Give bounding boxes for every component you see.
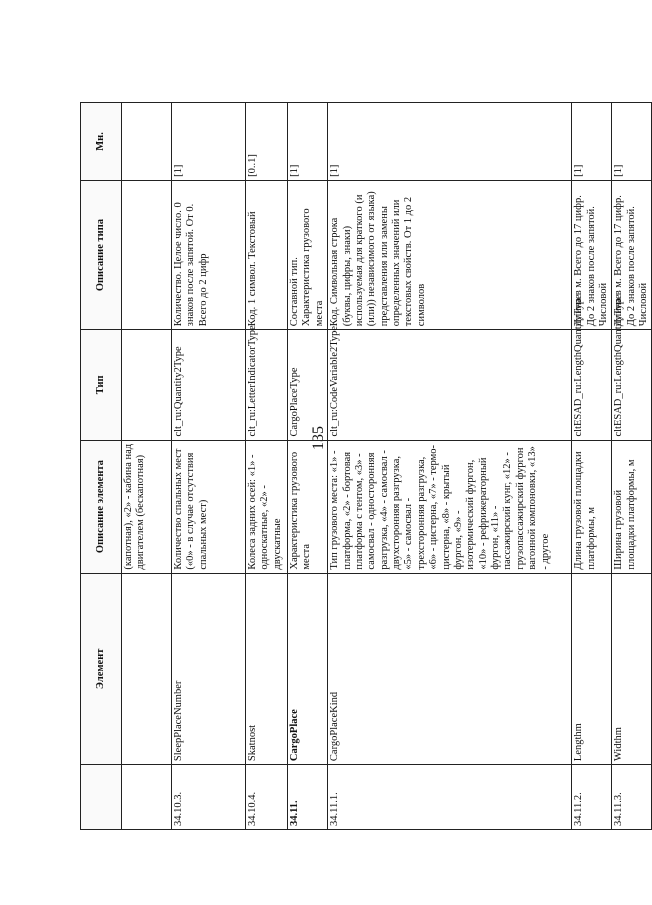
- row-type: clt_ru:CodeVariable2Type: [328, 330, 572, 440]
- row-type: cltESAD_ru:LengthQuantityType: [612, 330, 652, 440]
- row-description: Колеса задних осей: «1» - односкатные, «2» - двускатные: [246, 440, 288, 573]
- table-row: [572, 103, 612, 830]
- spec-table: [80, 102, 652, 830]
- table-header-row: [81, 103, 122, 830]
- row-element: Skatnost: [246, 573, 288, 764]
- row-element: Widthm: [612, 573, 652, 764]
- row-number: [122, 765, 172, 830]
- row-type: CargoPlaceType: [288, 330, 328, 440]
- header-element: Элемент: [81, 573, 122, 764]
- header-type: Тип: [81, 330, 122, 440]
- row-multiplicity: [0..1]: [246, 103, 288, 181]
- row-number: 34.11.1.: [328, 765, 572, 830]
- row-type: clt_ru:Quantity2Type: [172, 330, 246, 440]
- header-element-description: Описание элемента: [81, 440, 122, 573]
- row-element: SleepPlaceNumber: [172, 573, 246, 764]
- row-type-description: Длина в м. Всего до 17 цифр. До 2 знаков после запятой. Числовой: [572, 180, 612, 329]
- row-element: CargoPlaceKind: [328, 573, 572, 764]
- row-multiplicity: [1]: [172, 103, 246, 181]
- row-description: Ширина грузовой площадки платформы, м: [612, 440, 652, 573]
- table-row: [246, 103, 288, 830]
- row-type: [122, 330, 172, 440]
- row-description: (капотная), «2» - кабина над двигателем (бескапотная): [122, 440, 172, 573]
- row-number: 34.11.2.: [572, 765, 612, 830]
- table-row: [328, 103, 572, 830]
- table-row: [172, 103, 246, 830]
- row-element: CargoPlace: [288, 573, 328, 764]
- row-description: Тип грузового места: «1» - платформа, «2» - бортовая платформа с тентом, «3» - самосвал - односторонняя разгрузка, «4» - самосвал - двухсторонняя разгрузка, «5» - самосвал - трехсторонняя разгрузка, «6» - цистерна, «7» - термо-цистерна, «8» - крытый фургон, «9» - изотермический фургон, «10» - рефрижераторный фургон, «11» - пассажирский кунг, «12» - грузопассажирский фургон вагонной компоновки, «13» - другое: [328, 440, 572, 573]
- row-element: [122, 573, 172, 764]
- table-row: [288, 103, 328, 830]
- header-type-description: Описание типа: [81, 180, 122, 329]
- page-number: 135: [310, 426, 327, 450]
- header-multiplicity: Мн.: [81, 103, 122, 181]
- row-number: 34.10.4.: [246, 765, 288, 830]
- row-multiplicity: [1]: [572, 103, 612, 181]
- row-description: Количество спальных мест («0» - в случае отсутствия спальных мест): [172, 440, 246, 573]
- row-type: cltESAD_ru:LengthQuantityType: [572, 330, 612, 440]
- row-number: 34.10.3.: [172, 765, 246, 830]
- row-type-description: Количество. Целое число. 0 знаков после запятой. От 0. Всего до 2 цифр: [172, 180, 246, 329]
- row-number: 34.11.: [288, 765, 328, 830]
- row-description: Длина грузовой площадки платформы, м: [572, 440, 612, 573]
- table-row: [612, 103, 652, 830]
- row-multiplicity: [1]: [288, 103, 328, 181]
- table-row: [122, 103, 172, 830]
- rotated-table-wrapper: [80, 70, 649, 830]
- row-type-description: [122, 180, 172, 329]
- row-multiplicity: [1]: [328, 103, 572, 181]
- row-element: Lengthm: [572, 573, 612, 764]
- row-type: clt_ru:LetterIndicatorType: [246, 330, 288, 440]
- row-multiplicity: [122, 103, 172, 181]
- row-multiplicity: [1]: [612, 103, 652, 181]
- row-type-description: Составной тип. Характеристика грузового места: [288, 180, 328, 329]
- row-type-description: Длина в м. Всего до 17 цифр. До 2 знаков после запятой. Числовой: [612, 180, 652, 329]
- row-number: 34.11.3.: [612, 765, 652, 830]
- row-type-description: Код. Символьная строка (буквы, цифры, знаки) используемая для краткого (и (или)) независимого от языка) представления или замены определенных значений или текстовых свойств. От 1 до 2 символов: [328, 180, 572, 329]
- row-type-description: Код. 1 символ. Текстовый: [246, 180, 288, 329]
- header-number: [81, 765, 122, 830]
- row-description: Характеристика грузового места: [288, 440, 328, 573]
